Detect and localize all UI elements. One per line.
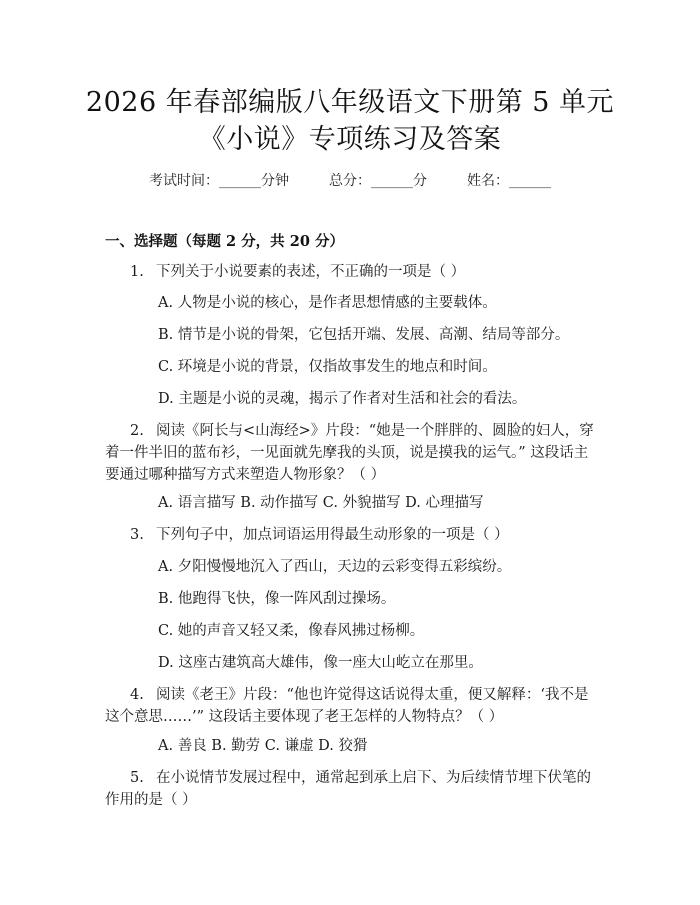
question-number: 2. (130, 423, 144, 439)
question-text: 阅读《老王》片段：“他也许觉得这话说得太重，便又解释：‘我不是这个意思……’” 这段话主要体现了老王怎样的人物特点？（ ） (105, 687, 589, 725)
question-3-option-a: A. 夕阳慢慢地沉入了西山，天边的云彩变得五彩缤纷。 (158, 559, 512, 575)
question-text: 下列关于小说要素的表述，不正确的一项是（ ） (156, 264, 466, 280)
question-1-option-b: B. 情节是小说的骨架，它包括开端、发展、高潮、结局等部分。 (158, 327, 570, 343)
question-2 (105, 420, 600, 486)
question-3 (105, 524, 600, 546)
question-1-option-a: A. 人物是小说的核心，是作者思想情感的主要载体。 (158, 295, 497, 311)
question-text: 下列句子中，加点词语运用得最生动形象的一项是（ ） (156, 527, 509, 543)
question-5 (105, 767, 600, 811)
question-1-option-d: D. 主题是小说的灵魂，揭示了作者对生活和社会的看法。 (158, 391, 527, 407)
question-3-option-c: C. 她的声音又轻又柔，像春风拂过杨柳。 (158, 623, 425, 639)
student-name-field: 姓名：______ (467, 173, 551, 189)
exam-meta (0, 170, 700, 190)
question-text: 阅读《阿长与<山海经>》片段：“她是一个胖胖的、圆脸的妇人，穿着一件半旧的蓝布衫，一见面就先摩我的头顶，说是摸我的运气。” 这段话主要通过哪种描写方式来塑造人物形象？（ ） (105, 423, 594, 483)
page-title-line-2: 《小说》专项练习及答案 (198, 124, 502, 155)
question-number: 5. (130, 770, 144, 786)
total-score-field: 总分：______分 (329, 173, 427, 189)
question-4 (105, 684, 600, 728)
question-4-options: A. 善良 B. 勤劳 C. 谦虚 D. 狡猾 (158, 738, 368, 754)
question-text: 在小说情节发展过程中，通常起到承上启下、为后续情节埋下伏笔的作用的是（ ） (105, 770, 591, 808)
question-1-option-c: C. 环境是小说的背景，仅指故事发生的地点和时间。 (158, 359, 497, 375)
question-1 (105, 261, 600, 283)
question-number: 3. (130, 527, 144, 543)
question-number: 1. (130, 264, 144, 280)
question-3-option-d: D. 这座古建筑高大雄伟，像一座大山屹立在那里。 (158, 655, 483, 671)
question-3-option-b: B. 他跑得飞快，像一阵风刮过操场。 (158, 591, 396, 607)
question-2-options: A. 语言描写 B. 动作描写 C. 外貌描写 D. 心理描写 (158, 495, 484, 511)
page-title-line-1: 2026 年春部编版八年级语文下册第 5 单元 (85, 87, 615, 118)
section-heading-choice: 一、选择题（每题 2 分，共 20 分） (105, 233, 344, 250)
question-number: 4. (130, 687, 144, 703)
exam-time-field: 考试时间：______分钟 (149, 173, 289, 189)
